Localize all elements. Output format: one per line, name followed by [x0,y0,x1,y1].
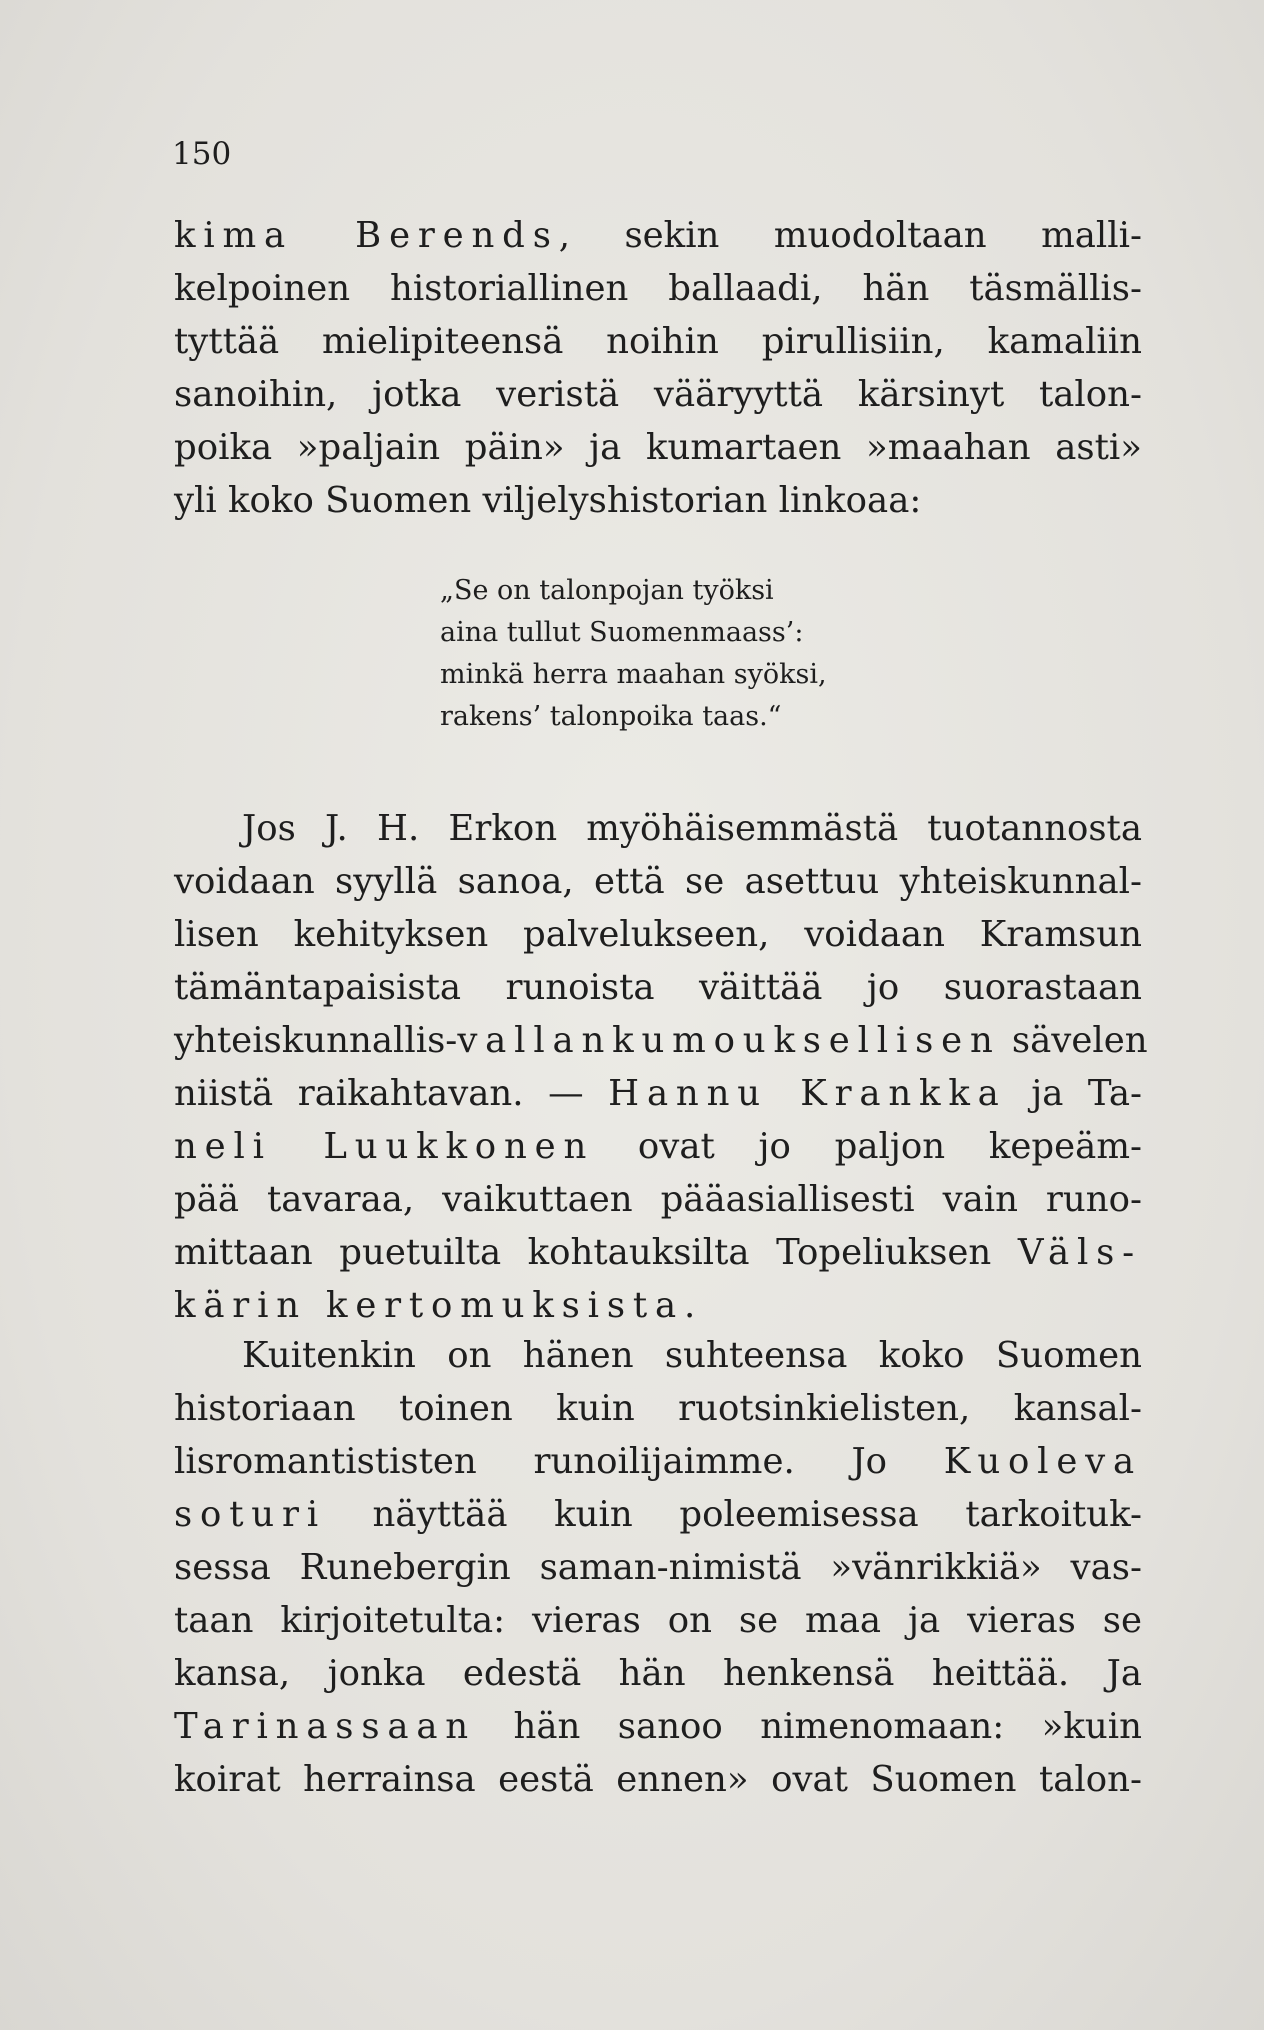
line-text: kelpoinen historiallinen ballaadi, hän täsmällis- [174,268,1142,309]
text-line [174,1014,1148,1067]
text-line [174,1067,1142,1120]
line-text: poika »paljain päin» ja kumartaen »maahan asti» [174,427,1142,468]
text-line [174,1382,1142,1435]
line-text: , sekin muodoltaan malli- [558,215,1142,256]
text-line [174,855,1142,908]
text-line [174,1329,1142,1382]
text-line [174,209,1142,262]
line-text: voidaan syyllä sanoa, että se asettuu yhteiskunnal- [174,861,1142,902]
line-text: niistä raikahtavan. — [174,1073,609,1114]
verse-line: „Se on talonpojan työksi [440,575,774,606]
text-line [174,908,1142,961]
text-line [174,1120,1142,1173]
emphasized-text: Kuoleva [943,1441,1142,1482]
text-line [174,1700,1142,1753]
line-text: mittaan puetuilta kohtauksilta Topeliuksen [174,1232,1018,1273]
text-line [174,1435,1142,1488]
line-text: sävelen [1000,1020,1148,1061]
emphasized-text: Väls- [1017,1232,1142,1273]
line-text: taan kirjoitetulta: vieras on se maa ja vieras se [174,1600,1142,1641]
emphasized-text: Tarinassaan [174,1706,476,1747]
line-text: historiaan toinen kuin ruotsinkielisten, kansal- [174,1388,1142,1429]
line-text: kansa, jonka edestä hän henkensä heittää. Ja [174,1653,1142,1694]
text-line [174,315,1142,368]
line-text: pää tavaraa, vaikuttaen pääasiallisesti vain runo- [174,1179,1142,1220]
verse-quote [440,570,960,738]
emphasized-text: kärin kertomuksista [174,1285,684,1326]
emphasized-text: vallankumouksellisen [457,1020,1001,1061]
text-line [174,1226,1142,1279]
text-line [174,262,1142,315]
text-line [174,1173,1142,1226]
line-text: ja Ta- [1006,1073,1142,1114]
emphasized-text: Hannu Krankka [608,1073,1007,1114]
text-line [174,1541,1142,1594]
text-line [174,474,1142,527]
line-text: yli koko Suomen viljelyshistorian linkoaa: [174,480,922,521]
line-text: Kuitenkin on hänen suhteensa koko Suomen [242,1335,1142,1376]
line-text: . [683,1285,696,1326]
line-text: Jos J. H. Erkon myöhäisemmästä tuotannosta [242,808,1142,849]
text-line [174,802,1142,855]
line-text: hän sanoo nimenomaan: »kuin [475,1706,1142,1747]
paragraph-1 [174,209,1142,527]
verse-line: aina tullut Suomenmaass’: [440,617,804,648]
page-number: 150 [172,136,232,172]
text-line [174,1753,1142,1806]
text-line [174,1594,1142,1647]
text-line [174,421,1142,474]
line-text: sanoihin, jotka veristä vääryyttä kärsinyt talon- [174,374,1142,415]
line-text: lisromantististen runoilijaimme. Jo [174,1441,944,1482]
line-text: lisen kehityksen palvelukseen, voidaan Kramsun [174,914,1142,955]
line-text: yhteiskunnallis- [174,1020,458,1061]
line-text: tämäntapaisista runoista väittää jo suorastaan [174,967,1142,1008]
verse-line: rakens’ talonpoika taas.“ [440,701,782,732]
line-text: ovat jo paljon kepeäm- [594,1126,1142,1167]
text-line [174,1488,1142,1541]
emphasized-text: kima Berends [174,215,559,256]
emphasized-text: soturi [174,1494,326,1535]
paragraph-3 [174,1329,1142,1806]
line-text: näyttää kuin poleemisessa tarkoituk- [325,1494,1142,1535]
text-line [174,368,1142,421]
line-text: tyttää mielipiteensä noihin pirullisiin, kamaliin [174,321,1142,362]
text-line [174,1279,1142,1332]
emphasized-text: neli Luukkonen [174,1126,595,1167]
text-line [174,1647,1142,1700]
line-text: sessa Runebergin saman-nimistä »vänrikkiä» vas- [174,1547,1142,1588]
paragraph-2 [174,802,1148,1332]
verse-line: minkä herra maahan syöksi, [440,659,827,690]
text-line [174,961,1142,1014]
line-text: koirat herrainsa eestä ennen» ovat Suomen talon- [174,1759,1142,1800]
